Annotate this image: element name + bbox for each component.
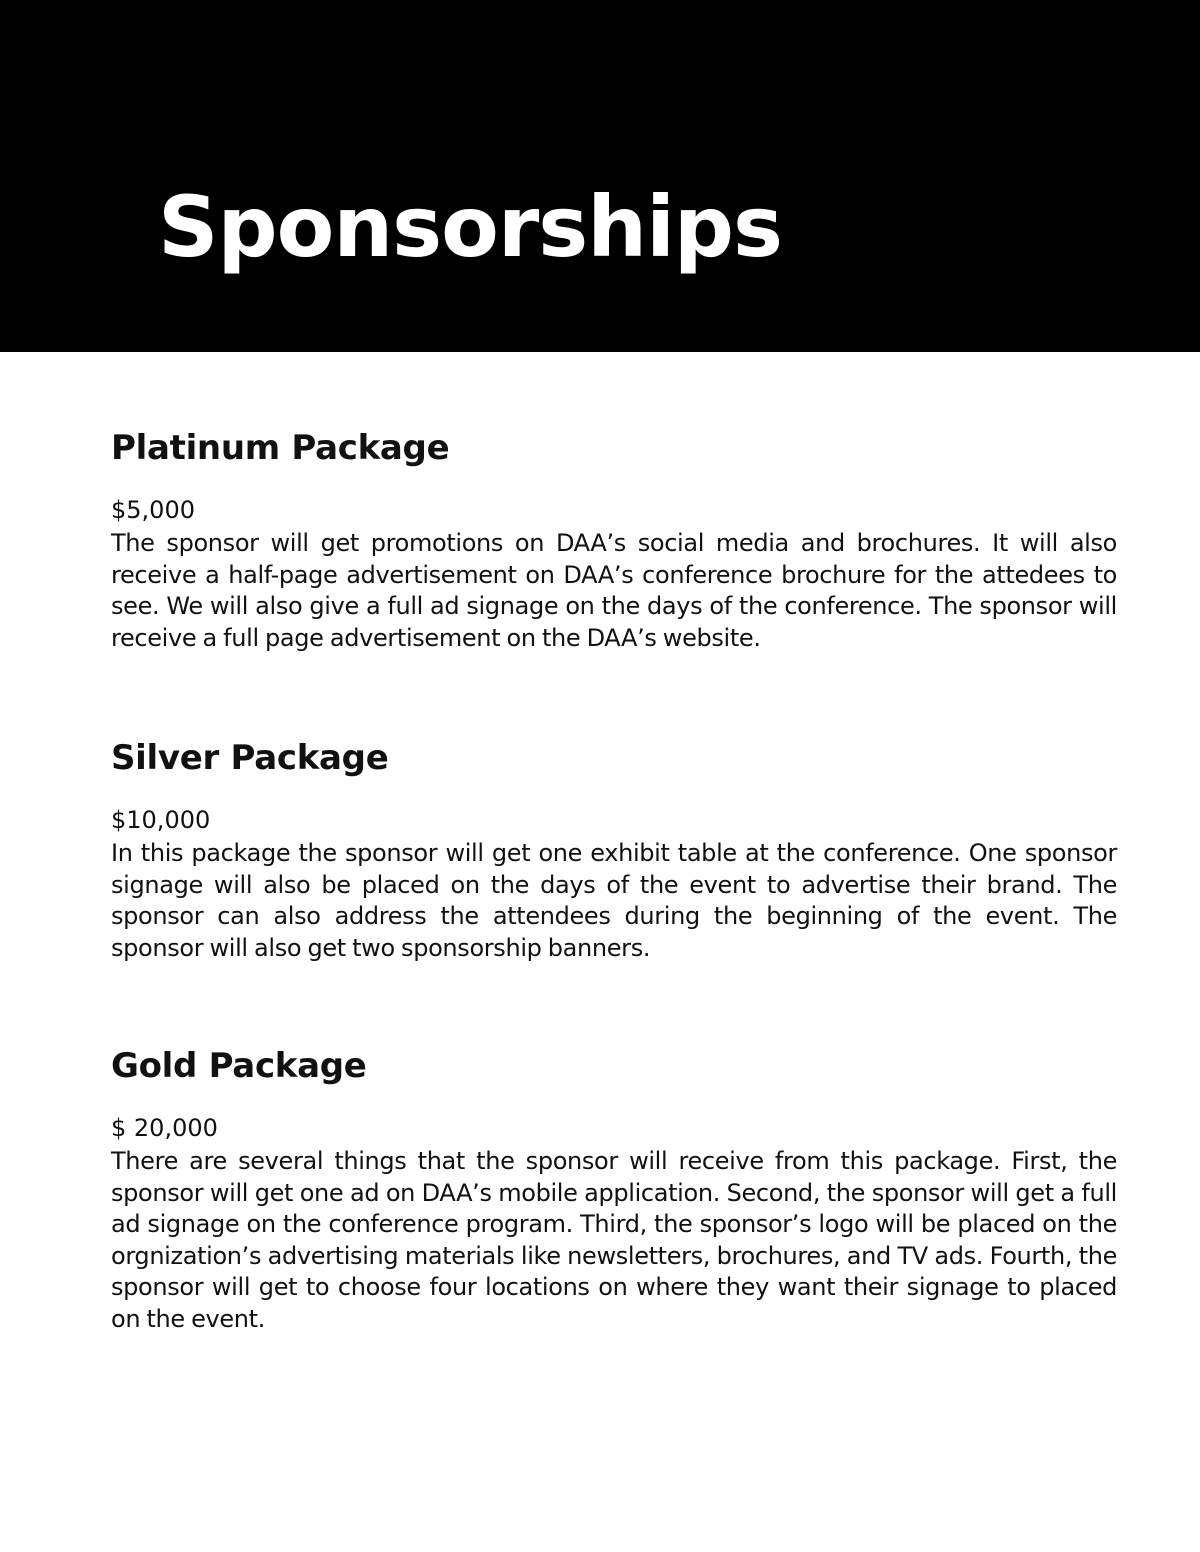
package-title: Silver Package [111, 738, 389, 778]
package-platinum [111, 420, 1117, 654]
package-gold [111, 1038, 1117, 1335]
package-description: There are several things that the sponsor will receive from this package. First, the sponsor will get one ad on DAA’s mobile application. Second, the sponsor will get a full ad signage on the conference program. Third, the sponsor’s logo will be placed on the orgnization’s advertising materials like newsletters, brochures, and TV ads. Fourth, the sponsor will get to choose four locations on where they want their signage to placed on the event. [111, 1147, 1117, 1333]
package-silver [111, 730, 1117, 964]
package-title: Platinum Package [111, 428, 450, 468]
page-title: Sponsorships [158, 178, 782, 276]
package-description: In this package the sponsor will get one exhibit table at the conference. One sponsor signage will also be placed on the days of the event to advertise their brand. The sponsor can also address the attendees during the beginning of the event. The sponsor will also get two sponsorship banners. [111, 839, 1117, 962]
header-banner [0, 0, 1200, 352]
package-description: The sponsor will get promotions on DAA’s social media and brochures. It will also receive a half-page advertisement on DAA’s conference brochure for the attedees to see. We will also give a full ad signage on the days of the conference. The sponsor will receive a full page advertisement on the DAA’s website. [111, 529, 1117, 652]
package-price: $ 20,000 [111, 1114, 218, 1142]
package-title: Gold Package [111, 1046, 367, 1086]
package-price: $10,000 [111, 806, 211, 834]
package-price: $5,000 [111, 496, 195, 524]
